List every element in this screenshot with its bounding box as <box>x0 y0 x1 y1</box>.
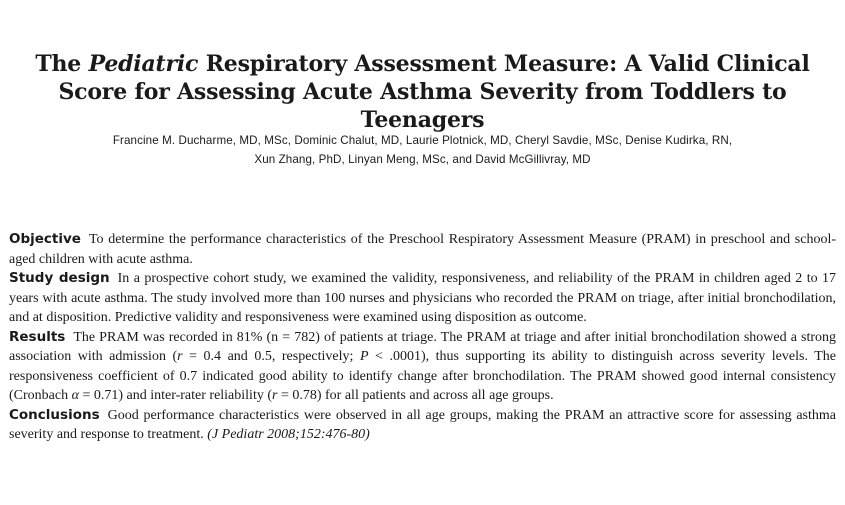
abstract-study-design <box>9 269 836 328</box>
objective-text: To determine the performance characteristics of the Preschool Respiratory Assessment Measure (PRAM) in preschool and school-aged children with acute asthma. <box>9 232 836 267</box>
results-alpha-symbol: α <box>71 388 79 403</box>
results-text-5: = 0.78) for all patients and across all age groups. <box>277 388 554 403</box>
abstract-objective <box>9 230 836 269</box>
title-pre: The <box>35 51 89 77</box>
results-heading: Results <box>9 328 66 345</box>
title-italic: Pediatric <box>88 51 199 77</box>
author-line-1: Francine M. Ducharme, MD, MSc, Dominic Chalut, MD, Laurie Plotnick, MD, Cheryl Savdie, MSc, Denise Kudirka, RN, <box>112 134 733 147</box>
abstract-conclusions <box>9 406 836 445</box>
abstract-results <box>9 328 836 406</box>
study-design-text: In a prospective cohort study, we examined the validity, responsiveness, and reliability of the PRAM in children aged 2 to 17 years with acute asthma. The study involved more than 100 nurses and physicians who recorded the PRAM on triage, after initial bronchodilation, and at disposition. Predictive validity and responsiveness were examined using disposition as outcome. <box>9 271 836 325</box>
journal-citation: (J Pediatr 2008;152:476-80) <box>207 427 370 442</box>
conclusions-text: Good performance characteristics were observed in all age groups, making the PRAM an attractive score for assessing asthma severity and response to treatment. <box>9 407 836 442</box>
conclusions-heading: Conclusions <box>9 406 100 423</box>
study-design-heading: Study design <box>9 270 110 286</box>
results-text-4: = 0.71) and inter-rater reliability ( <box>78 388 272 403</box>
results-p-symbol: P <box>359 349 369 364</box>
results-text-1: The PRAM was recorded in 81% (n = 782) of patients at triage. The PRAM at triage and after initial bronchodilation showed a strong association with admission ( <box>9 329 836 364</box>
results-r2-symbol: r <box>272 388 278 403</box>
results-text-3: < .0001), thus supporting its ability to distinguish across severity levels. The responsiveness coefficient of 0.7 indicated good ability to identify change after bronchodilation. The PRAM showed good internal consistency (Cronbach <box>9 349 836 403</box>
title-post: Respiratory Assessment Measure: A Valid Clinical Score for Assessing Acute Asthma Severity from Toddlers to Teenagers <box>58 51 810 133</box>
results-text-2: = 0.4 and 0.5, respectively; <box>182 349 360 364</box>
objective-heading: Objective <box>9 231 81 247</box>
abstract <box>9 230 836 445</box>
author-list <box>10 131 835 169</box>
article-title <box>10 50 835 134</box>
results-r-symbol: r <box>177 349 183 364</box>
author-line-2: Xun Zhang, PhD, Linyan Meng, MSc, and David McGillivray, MD <box>254 153 591 166</box>
